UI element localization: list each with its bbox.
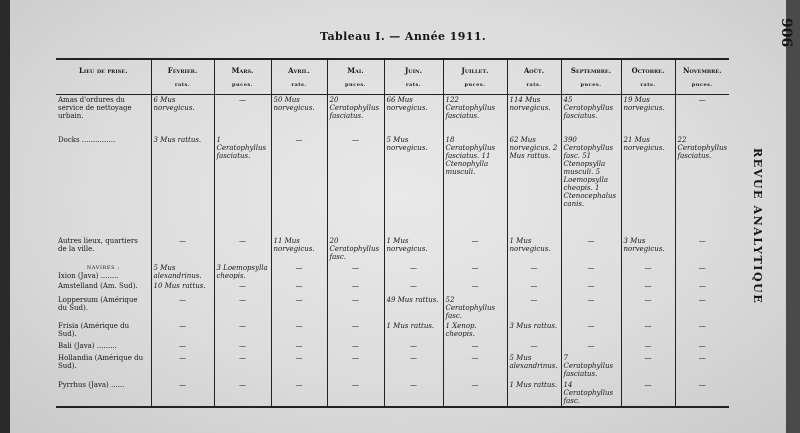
data-cell: —	[621, 353, 675, 379]
data-cell: —	[621, 341, 675, 353]
data-cell: 50 Mus norvegicus.	[271, 95, 327, 135]
column-header-aout: Août. rats.	[507, 59, 561, 95]
data-cell: —	[384, 380, 443, 407]
data-cell: —	[621, 321, 675, 341]
data-cell: —	[271, 380, 327, 407]
data-cell: 122 Ceratophyllus fasciatus.	[443, 95, 507, 135]
data-cell: 52 Ceratophyllus fasc.	[443, 295, 507, 321]
table-row	[56, 353, 729, 379]
data-cell: 1 Mus norvegicus.	[384, 236, 443, 262]
data-cell: 5 Mus norvegicus.	[384, 135, 443, 236]
data-cell: —	[443, 341, 507, 353]
navires-subheading: NAVIRES :	[86, 264, 120, 271]
data-cell: —	[561, 281, 621, 295]
data-cell: —	[214, 295, 271, 321]
data-cell: —	[621, 281, 675, 295]
data-cell: —	[214, 281, 271, 295]
table-row	[56, 380, 729, 407]
data-cell: —	[443, 263, 507, 281]
lieu-de-prise-cell	[56, 321, 151, 341]
data-table	[56, 58, 729, 408]
data-cell: 14 Ceratophyllus fasc.	[561, 380, 621, 407]
data-cell: —	[151, 341, 214, 353]
data-cell: —	[151, 353, 214, 379]
data-cell: —	[675, 236, 729, 262]
data-cell: —	[507, 281, 561, 295]
data-cell: —	[561, 263, 621, 281]
data-cell: —	[561, 236, 621, 262]
data-cell: —	[271, 135, 327, 236]
column-header-novembre: Novembre. puces.	[675, 59, 729, 95]
data-cell: 1 Mus norvegicus.	[507, 236, 561, 262]
data-cell: —	[675, 353, 729, 379]
data-cell: —	[561, 295, 621, 321]
column-header-juillet: Juillet. puces.	[443, 59, 507, 95]
lieu-label: Docks ...............	[58, 136, 116, 145]
lieu-label: Frisia (Amérique du Sud).	[58, 322, 130, 339]
data-cell: —	[271, 281, 327, 295]
data-cell: —	[675, 321, 729, 341]
data-cell: —	[327, 281, 384, 295]
data-cell: 3 Mus norvegicus.	[621, 236, 675, 262]
data-cell: —	[443, 236, 507, 262]
data-cell: 5 Mus alexandrinus.	[151, 263, 214, 281]
data-cell: —	[327, 380, 384, 407]
data-cell: —	[151, 295, 214, 321]
data-cell: —	[443, 353, 507, 379]
table-row	[56, 321, 729, 341]
data-cell: —	[214, 341, 271, 353]
column-header-octobre: Octobre. rats.	[621, 59, 675, 95]
data-cell: 18 Ceratophyllus fasciatus. 11 Ctenophylla musculi.	[443, 135, 507, 236]
data-cell: 20 Ceratophyllus fasc.	[327, 236, 384, 262]
page-number: 906	[778, 18, 794, 48]
data-cell: 11 Mus norvegicus.	[271, 236, 327, 262]
data-cell: 3 Mus rattus.	[151, 135, 214, 236]
data-cell: —	[271, 295, 327, 321]
column-header-fevrier: Février. rats.	[151, 59, 214, 95]
data-cell: —	[443, 281, 507, 295]
data-cell: —	[675, 95, 729, 135]
data-cell: —	[214, 321, 271, 341]
lieu-label: Bali (Java) .........	[58, 342, 117, 351]
lieu-de-prise-cell	[56, 236, 151, 262]
data-cell: 1 Ceratophyllus fasciatus.	[214, 135, 271, 236]
table-row	[56, 341, 729, 353]
data-cell: 62 Mus norvegicus. 2 Mus rattus.	[507, 135, 561, 236]
page-edge-right	[786, 0, 800, 433]
data-cell: 3 Mus rattus.	[507, 321, 561, 341]
data-cell: —	[384, 353, 443, 379]
table-row	[56, 236, 729, 262]
data-cell: 22 Ceratophyllus fasciatus.	[675, 135, 729, 236]
data-cell: —	[271, 263, 327, 281]
lieu-de-prise-cell	[56, 295, 151, 321]
lieu-label: Amstelland (Am. Sud).	[58, 281, 138, 290]
lieu-label: Ixion (Java) ........	[58, 271, 119, 280]
data-cell: —	[327, 135, 384, 236]
column-header-mai: Mai. puces.	[327, 59, 384, 95]
lieu-de-prise-cell	[56, 281, 151, 295]
lieu-label: Amas d'ordures du service de nettoyage urbain.	[58, 96, 132, 121]
data-cell: —	[507, 341, 561, 353]
lieu-label: Autres lieux, quartiers de la ville.	[58, 237, 138, 254]
lieu-de-prise-cell	[56, 380, 151, 407]
data-cell: —	[384, 263, 443, 281]
data-cell: —	[151, 321, 214, 341]
data-cell: —	[675, 380, 729, 407]
data-cell: —	[327, 353, 384, 379]
data-cell: —	[151, 236, 214, 262]
data-cell: 21 Mus norvegicus.	[621, 135, 675, 236]
column-header-mars: Mars. puces.	[214, 59, 271, 95]
column-header-septembre: Septembre. puces.	[561, 59, 621, 95]
data-cell: —	[561, 321, 621, 341]
lieu-label: Pyrrhus (Java) ......	[58, 380, 125, 389]
data-cell: 390 Ceratophyllus fasc. 51 Ctenopsylla musculi. 5 Loemopsylla cheopis. 1 Ctenocephalus canis.	[561, 135, 621, 236]
lieu-de-prise-cell	[56, 95, 151, 135]
data-cell: 1 Mus rattus.	[507, 380, 561, 407]
data-cell: —	[214, 236, 271, 262]
data-cell: 3 Loemopsylla cheopis.	[214, 263, 271, 281]
data-cell: —	[327, 295, 384, 321]
data-cell: —	[151, 380, 214, 407]
data-cell: —	[675, 295, 729, 321]
data-cell: 5 Mus alexandrinus.	[507, 353, 561, 379]
column-header-avril: Avril. rats.	[271, 59, 327, 95]
running-head: REVUE ANALYTIQUE	[751, 148, 764, 305]
page-edge-left	[0, 0, 10, 433]
table-row	[56, 295, 729, 321]
data-cell: 45 Ceratophyllus fasciatus.	[561, 95, 621, 135]
table-row	[56, 135, 729, 236]
data-cell: —	[621, 380, 675, 407]
data-cell: 1 Xenop. cheopis.	[443, 321, 507, 341]
data-cell: —	[621, 295, 675, 321]
data-cell: —	[327, 263, 384, 281]
header-row	[56, 59, 729, 95]
data-cell: —	[271, 353, 327, 379]
data-cell: —	[214, 380, 271, 407]
data-cell: —	[561, 341, 621, 353]
table-row	[56, 95, 729, 135]
data-cell: —	[675, 281, 729, 295]
data-cell: —	[621, 263, 675, 281]
data-cell: 10 Mus rattus.	[151, 281, 214, 295]
data-cell: 19 Mus norvegicus.	[621, 95, 675, 135]
lieu-de-prise-cell	[56, 263, 151, 281]
table-row	[56, 281, 729, 295]
lieu-label: Loppersum (Amérique du Sud).	[58, 295, 138, 312]
data-cell: —	[675, 341, 729, 353]
data-cell: 114 Mus norvegicus.	[507, 95, 561, 135]
column-header-juin: Juin. rats.	[384, 59, 443, 95]
data-cell: —	[271, 321, 327, 341]
data-cell: 6 Mus norvegicus.	[151, 95, 214, 135]
column-header-lieu: Lieu de prise.	[56, 59, 151, 95]
lieu-de-prise-cell	[56, 341, 151, 353]
lieu-de-prise-cell	[56, 135, 151, 236]
data-cell: —	[675, 263, 729, 281]
data-cell: —	[327, 341, 384, 353]
data-cell: 1 Mus rattus.	[384, 321, 443, 341]
data-cell: —	[384, 341, 443, 353]
data-cell: 66 Mus norvegicus.	[384, 95, 443, 135]
data-cell: —	[214, 353, 271, 379]
data-cell: 7 Ceratophyllus fasciatus.	[561, 353, 621, 379]
data-cell: —	[443, 380, 507, 407]
data-cell: —	[327, 321, 384, 341]
data-cell: —	[214, 95, 271, 135]
table-row	[56, 263, 729, 281]
data-cell: —	[507, 263, 561, 281]
lieu-label: Hollandia (Amérique du Sud).	[58, 354, 144, 371]
table-title: Tableau I. — Année 1911.	[320, 30, 487, 43]
lieu-de-prise-cell	[56, 353, 151, 379]
data-cell: 20 Ceratophyllus fasciatus.	[327, 95, 384, 135]
data-cell: —	[384, 281, 443, 295]
data-cell: 49 Mus rattus.	[384, 295, 443, 321]
data-cell: —	[271, 341, 327, 353]
data-cell: —	[507, 295, 561, 321]
